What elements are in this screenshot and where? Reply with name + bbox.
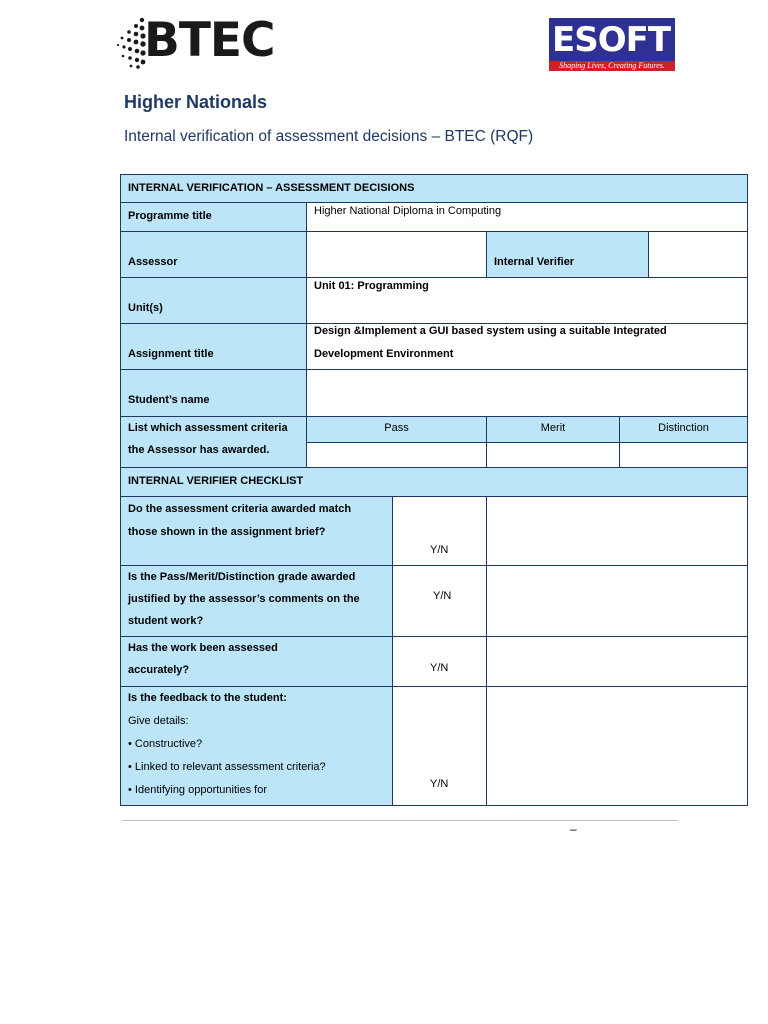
internal-verifier-field[interactable] [648, 231, 748, 278]
checklist-question-3-line1: Has the work been assessed [128, 642, 278, 654]
checklist-comment-3[interactable] [486, 636, 748, 687]
checklist-question-4-detail1: Give details: [128, 715, 189, 727]
criteria-label-line1: List which assessment criteria [128, 422, 288, 434]
internal-verifier-label: Internal Verifier [494, 256, 575, 268]
esoft-logo [549, 18, 675, 71]
btec-logo-text: BTEC [144, 13, 275, 68]
checklist-question-2-line2: justified by the assessor’s comments on the [128, 593, 360, 605]
checklist-question-3 [120, 636, 393, 687]
section-heading-assessment [120, 174, 748, 203]
checklist-answer-2-yn: Y/N [433, 590, 452, 602]
checklist-question-1 [120, 496, 393, 566]
esoft-logo-text: ESOFT [552, 20, 671, 60]
assessor-label-cell [120, 231, 307, 278]
criteria-label-cell [120, 416, 307, 468]
units-label-cell [120, 277, 307, 324]
checklist-question-4-detail2: • Constructive? [128, 738, 203, 750]
checklist-question-2-line3: student work? [128, 615, 204, 627]
internal-verifier-label-cell [486, 231, 649, 278]
assessor-field[interactable] [306, 231, 487, 278]
assignment-title-field[interactable] [306, 323, 748, 370]
programme-title-field[interactable] [306, 202, 748, 232]
assessor-label: Assessor [128, 256, 178, 268]
pass-column-label: Pass [384, 422, 409, 434]
checklist-heading-text: INTERNAL VERIFIER CHECKLIST [128, 475, 304, 487]
pass-column-header [306, 416, 487, 443]
assignment-title-label-cell [120, 323, 307, 370]
student-name-label-cell [120, 369, 307, 417]
checklist-answer-4-yn: Y/N [430, 778, 449, 790]
checklist-question-2 [120, 565, 393, 637]
checklist-question-4-detail4: • Identifying opportunities for [128, 784, 267, 796]
checklist-question-4-line1: Is the feedback to the student: [128, 692, 287, 704]
checklist-comment-1[interactable] [486, 496, 748, 566]
checklist-comment-4[interactable] [486, 686, 748, 806]
checklist-question-4 [120, 686, 393, 806]
btec-logo [114, 13, 275, 70]
checklist-comment-2[interactable] [486, 565, 748, 637]
checklist-question-3-line2: accurately? [128, 664, 190, 676]
pass-criteria-field[interactable] [306, 442, 487, 468]
checklist-question-1-line1: Do the assessment criteria awarded match [128, 503, 352, 515]
checklist-question-1-line2: those shown in the assignment brief? [128, 526, 326, 538]
checklist-answer-4[interactable] [392, 686, 487, 806]
section-heading-checklist [120, 467, 748, 497]
student-name-field[interactable] [306, 369, 748, 417]
esoft-tagline: Shaping Lives, Creating Futures. [549, 61, 675, 71]
assignment-title-line2: Development Environment [314, 348, 454, 360]
student-name-label: Student’s name [128, 394, 210, 406]
distinction-column-header [619, 416, 748, 443]
units-field[interactable] [306, 277, 748, 324]
merit-column-header [486, 416, 620, 443]
checklist-answer-3[interactable] [392, 636, 487, 687]
assignment-title-label: Assignment title [128, 348, 214, 360]
page-divider [122, 820, 678, 821]
criteria-label-line2: the Assessor has awarded. [128, 444, 270, 456]
checklist-answer-1[interactable] [392, 496, 487, 566]
units-value: Unit 01: Programming [314, 280, 429, 292]
merit-criteria-field[interactable] [486, 442, 620, 468]
merit-column-label: Merit [540, 422, 566, 434]
checklist-question-4-detail3: • Linked to relevant assessment criteria? [128, 761, 326, 773]
assignment-title-line1: Design &Implement a GUI based system using a suitable Integrated [314, 325, 667, 337]
programme-title-label: Programme title [128, 210, 212, 222]
checklist-answer-3-yn: Y/N [430, 662, 449, 674]
section-heading-text: INTERNAL VERIFICATION – ASSESSMENT DECISIONS [128, 182, 415, 194]
programme-title-label-cell [120, 202, 307, 232]
page-subtitle: Internal verification of assessment decisions – BTEC (RQF) [124, 128, 534, 145]
checklist-answer-2[interactable] [392, 565, 487, 637]
units-label: Unit(s) [128, 302, 163, 314]
checklist-answer-1-yn: Y/N [430, 544, 449, 556]
programme-title-value: Higher National Diploma in Computing [314, 205, 502, 217]
page-title: Higher Nationals [124, 92, 268, 112]
distinction-criteria-field[interactable] [619, 442, 748, 468]
checklist-question-2-line1: Is the Pass/Merit/Distinction grade awarded [128, 571, 356, 583]
distinction-column-label: Distinction [658, 422, 709, 434]
footer-dash: – [570, 822, 577, 836]
